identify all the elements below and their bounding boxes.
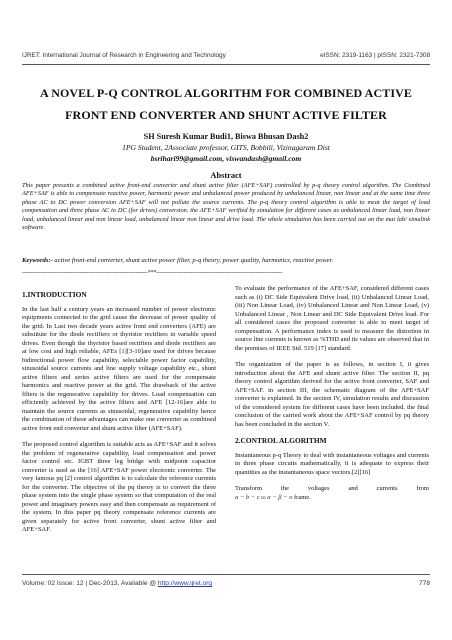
journal-footer [22,580,430,587]
paper-title [22,82,430,126]
author-emails: bsrihari99@gmail.com, viswandash@gmail.com [150,154,302,163]
title-line-2: FRONT END CONVERTER AND SHUNT ACTIVE FILTER [65,108,387,122]
frame-word: frame. [294,493,311,501]
transform-word: and [348,485,358,492]
journal-name: IJRET: International Journal of Research in Engineering and Technology [22,52,226,59]
footer-rule [22,574,430,575]
header-rule [22,64,430,65]
transform-word: voltages [307,485,330,492]
footer-volume-text: Volume: 02 Issue: 12 | Dec-2013, Available @ [22,580,158,587]
transform-sentence [235,485,429,494]
journal-website-link[interactable]: http://www.ijret.org [157,580,213,587]
transform-word: currents [376,485,398,492]
author-affiliation: 1PG Student, 2Associate professor, GITS, Bobbili, Vizinagaram Dist [122,143,330,152]
to-word: to [261,494,266,501]
section-heading-control-algorithm: 2.CONTROL ALGORITHM [235,436,327,445]
keywords-text: active front-end converter, shunt active power filter, p-q theory, power quality, harmonics, reactive power. [52,257,334,264]
control-paragraph-1: Instantaneous p-q Theory to deal with instantaneous voltages and currents in three phase circuits mathematically, it is adequate to express their quantities as the instantaneous space vectors.[2][16] [235,451,429,476]
intro-paragraph-3: To evaluate the performance of the AFE+SAF, considered different cases such as (i) DC Side Equivalent Drive load, (ii) Unbalanced Linear Load, (iii) Non Linear Load, (iv) Unbalanced Linear and Non Linear Load, (v) Unbalanced Linear , Non Linear and DC Side Equivalent Drive load. For all considered cases the proposed converter is able to meet target of compensation. A performance index is used to measure the distortion in source line currents is known as %THD and its values are observed that in the premises of IEEE Std. 519 [17] standard. [235,285,429,352]
right-column [235,283,429,502]
journal-header [22,52,430,59]
author-names: SH Suresh Kumar Budi1, Biswa Bhusan Dash2 [143,132,309,141]
journal-issn: eISSN: 2319-1163 | pISSN: 2321-7308 [320,52,430,59]
transform-word: Transform [235,485,263,492]
author-block [22,131,430,164]
section-heading-introduction: 1.INTRODUCTION [22,290,87,299]
abstract-heading: Abstract [210,171,242,180]
intro-paragraph-4: The organization of the paper is as follows, in section I, it gives introduction about the AFE and shunt active filter. The section II, pq theory control algorithm derived for the active front converter, SAF and AFE+SAF. in section III, the schematic diagram of the AFE+SAF converter is explained. In the section IV, simulation results and discussion of the considered system for different cases have been included. the final conclusion of the carried work about the AFE+SAF control by pq theory has been concluded in the section V. [235,361,429,428]
section-divider: ----------------------------------------------------------------------***---------------------------------------------------------------------- [22,270,283,276]
title-line-1: A NOVEL P-Q CONTROL ALGORITHM FOR COMBINED ACTIVE [40,86,412,100]
intro-paragraph-1: In the last half a century years an increased number of power electronic equipments connected to the grid cause the decrease of power quality of the grid. In Last two decade years active front end converters (AFE) are substitute for the diode rectifiers or thyristor rectifiers in variable speed drives. Even though the thyristor based rectifiers and diode rectifiers are at low cost and high reliable, AFEs [1][3-10]are used for drives because bidirectional power flow capability, selectable power factor capability, sinusoidal source currents and line supply voltage capability etc., shunt active filters and series active filters are used for the compensate harmonics and reactive power at the grid. The drawback of the active filters is the regenerative capability for drives. Load compensation can efficiently achieved by the active filters and AFE [12-16]are able to maintain the source currents as sinusoidal, regenerative capability hence the combination of these advantages can make one converter as combined active front end converter and shunt active filter (AFE+SAF). [22,305,216,432]
keywords [22,256,430,265]
keywords-label: Keywords:- [22,257,53,264]
transform-math-line [235,494,429,503]
footer-volume-info [22,580,212,587]
intro-paragraph-2: The proposed control algorithm is suitable acts as AFE+SAF and it solves the problem of regenerative capability, load compensation and power factor control etc. IGBT three leg bridge with midpoint capacitor converter is used as the [16] AFE+SAF power electronic converter. The very famous pq [2] control algorithm is to calculate the reference currents for the converter. The objective of the pq theory is to convert the three phase system into the single phase system so that computation of the real power and imaginary powers easy and then compensate as requirement of the system. In this paper pq theory compensate reference currents are given separately for active front converter, shunt active filter and AFE+SAF. [22,441,216,533]
page-number: 778 [418,580,430,587]
abc-frame-math: a − b − c [235,493,260,501]
transform-word: the [281,485,289,492]
abstract-body: This paper presents a combined active front-end converter and shunt active filter (AFE+SAF) controlled by p-q theory control algorithm. The Combined AFE+SAF is able to compensate reactive power, harmonic power and unbalanced power produced by unbalanced linear, non linear and at the same time three phase AC to DC power conversion AFE+SAF will not pollute the source currents. The p-q theory control algorithm is able to meat the target of load compensation and three phase AC to DC (for drives) conversion. the AFE+SAF verified by simulation for different cases as unbalanced linear load, non linear load, unbalanced linear and non linear load, unbalanced linear non linear and drive load. The whole simulation has been carried out on the mat lab/ simulink software. [22,182,430,232]
alpha-beta-frame-math: α − β − o [267,493,293,501]
left-column [22,283,216,543]
transform-word: from [416,485,429,492]
